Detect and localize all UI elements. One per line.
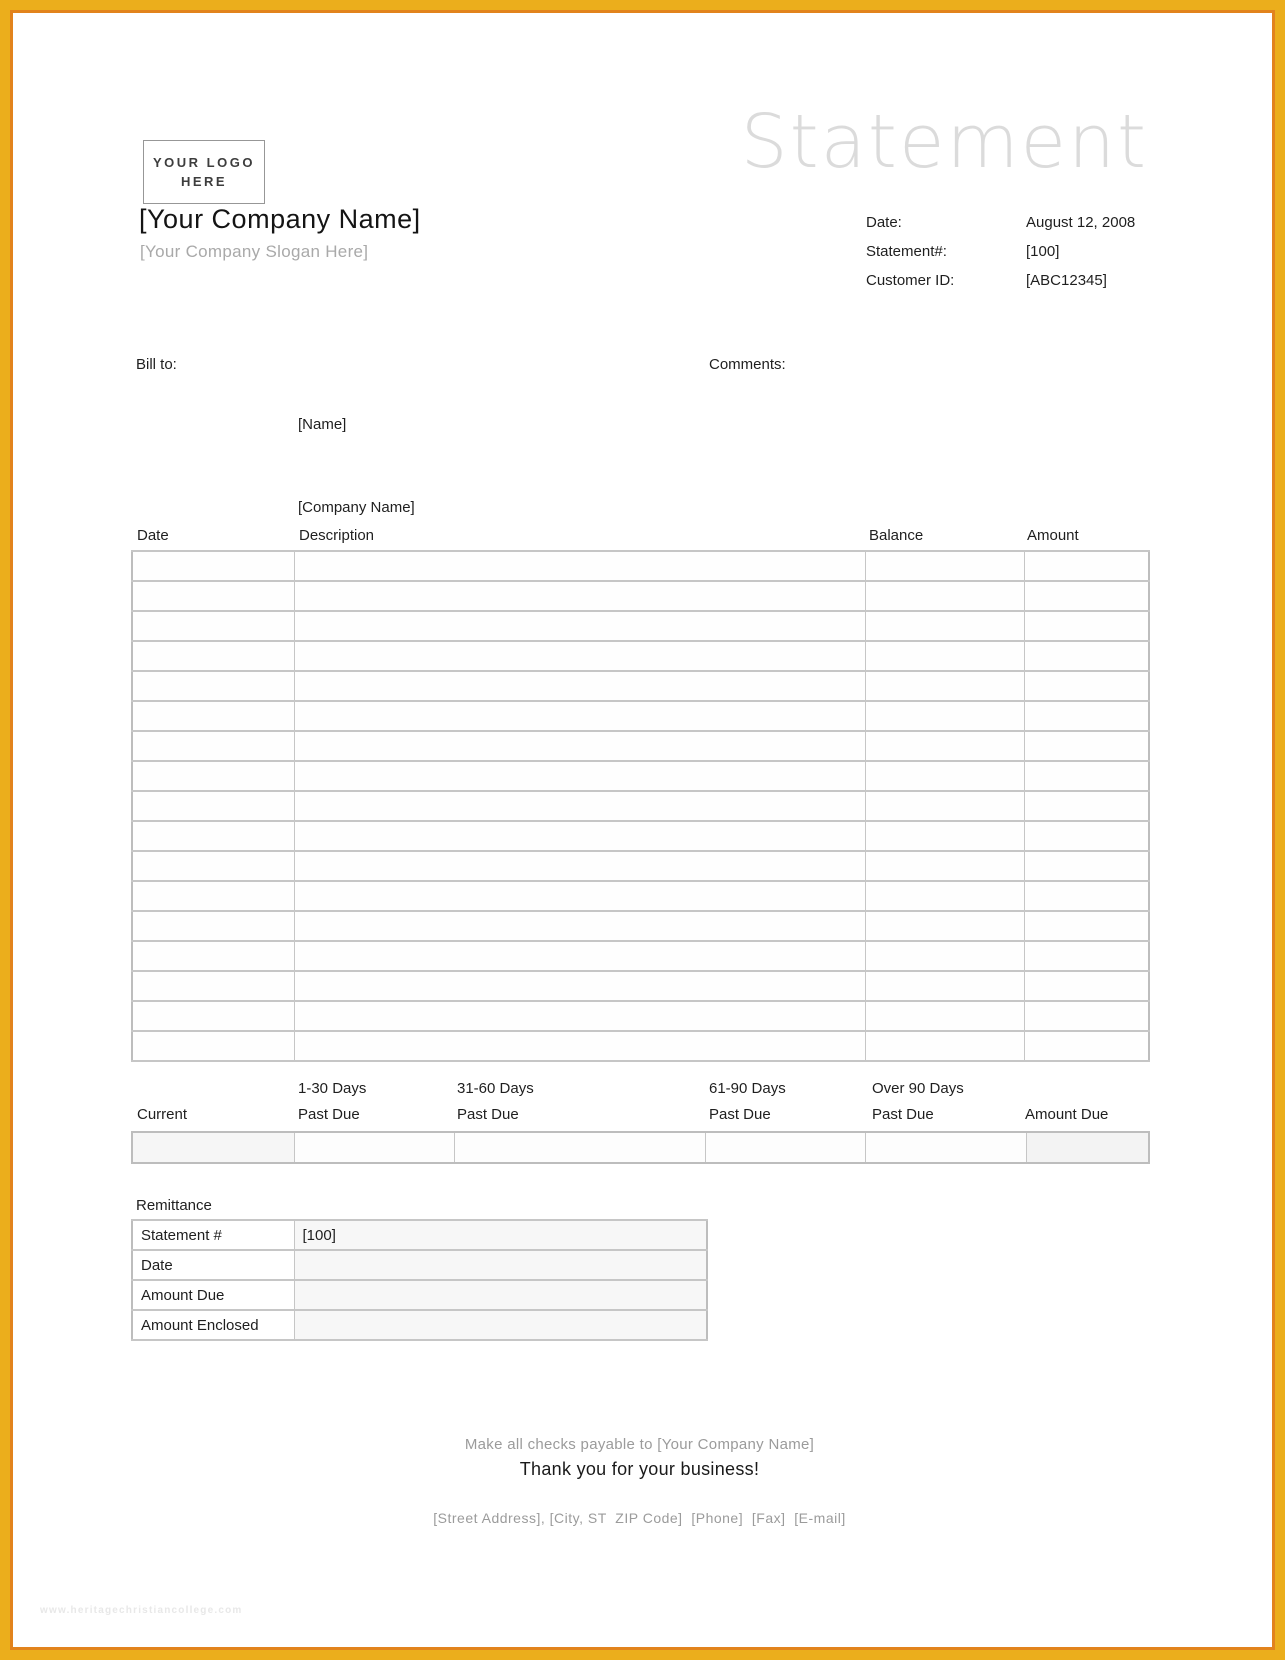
statement-info	[866, 214, 1135, 301]
remittance-label-date: Date	[132, 1250, 294, 1280]
transaction-cell-amount[interactable]	[1024, 611, 1149, 641]
info-row-date	[866, 214, 1135, 243]
aging-cell-61-90[interactable]	[705, 1132, 865, 1163]
transaction-cell-description[interactable]	[294, 641, 865, 671]
transaction-cell-amount[interactable]	[1024, 551, 1149, 581]
footer-payable-line: Make all checks payable to [Your Company Name]	[464, 1436, 815, 1453]
transaction-cell-description[interactable]	[294, 611, 865, 641]
logo-text-line1: YOUR LOGO	[153, 155, 255, 170]
transaction-row	[132, 821, 1149, 851]
transaction-cell-date[interactable]	[132, 671, 294, 701]
transaction-row	[132, 851, 1149, 881]
transaction-row	[132, 1001, 1149, 1031]
aging-label-over-90: Over 90 Days Past Due	[872, 1080, 964, 1123]
transaction-cell-amount[interactable]	[1024, 851, 1149, 881]
remittance-row-statement	[132, 1220, 707, 1250]
remittance-label-amount-enclosed: Amount Enclosed	[132, 1310, 294, 1340]
transaction-row	[132, 611, 1149, 641]
transaction-cell-balance[interactable]	[865, 791, 1024, 821]
transaction-cell-amount[interactable]	[1024, 581, 1149, 611]
transaction-row	[132, 641, 1149, 671]
remittance-value-amount-due[interactable]	[294, 1280, 707, 1310]
remittance-title: Remittance	[136, 1197, 212, 1214]
transaction-row	[132, 791, 1149, 821]
transaction-cell-amount[interactable]	[1024, 881, 1149, 911]
transaction-cell-balance[interactable]	[865, 911, 1024, 941]
transaction-cell-balance[interactable]	[865, 941, 1024, 971]
transaction-cell-description[interactable]	[294, 671, 865, 701]
transaction-cell-balance[interactable]	[865, 701, 1024, 731]
transaction-cell-description[interactable]	[294, 941, 865, 971]
transaction-cell-date[interactable]	[132, 791, 294, 821]
transaction-cell-description[interactable]	[294, 821, 865, 851]
transaction-cell-amount[interactable]	[1024, 1001, 1149, 1031]
footer-thanks-line: Thank you for your business!	[519, 1459, 760, 1479]
date-label: Date:	[866, 214, 902, 231]
transactions-table	[131, 550, 1150, 1062]
transaction-cell-amount[interactable]	[1024, 671, 1149, 701]
transaction-cell-date[interactable]	[132, 971, 294, 1001]
remittance-label-statement: Statement #	[132, 1220, 294, 1250]
transaction-cell-description[interactable]	[294, 761, 865, 791]
remittance-value-statement[interactable]: [100]	[294, 1220, 707, 1250]
transaction-row	[132, 761, 1149, 791]
transaction-cell-description[interactable]	[294, 971, 865, 1001]
transaction-cell-balance[interactable]	[865, 671, 1024, 701]
customer-id-label: Customer ID:	[866, 272, 955, 289]
aging-label-31-60: 31-60 Days Past Due	[457, 1080, 534, 1123]
transaction-cell-balance[interactable]	[865, 1031, 1024, 1061]
bill-to-company: [Company Name]	[298, 498, 415, 516]
transaction-cell-description[interactable]	[294, 851, 865, 881]
transaction-cell-description[interactable]	[294, 581, 865, 611]
transaction-row	[132, 881, 1149, 911]
transaction-row	[132, 731, 1149, 761]
remittance-table	[131, 1219, 708, 1341]
transaction-cell-balance[interactable]	[865, 581, 1024, 611]
transactions-header-row	[131, 527, 1148, 547]
transaction-cell-balance[interactable]	[865, 641, 1024, 671]
transaction-cell-date[interactable]	[132, 701, 294, 731]
comments-label: Comments:	[709, 356, 786, 373]
info-row-statement-number	[866, 243, 1135, 272]
transaction-cell-date[interactable]	[132, 821, 294, 851]
company-slogan: [Your Company Slogan Here]	[140, 242, 369, 261]
info-row-customer-id	[866, 272, 1135, 301]
transaction-cell-description[interactable]	[294, 1001, 865, 1031]
transaction-cell-date[interactable]	[132, 761, 294, 791]
transaction-cell-description[interactable]	[294, 551, 865, 581]
aging-cell-current[interactable]	[132, 1132, 294, 1163]
transaction-cell-description[interactable]	[294, 911, 865, 941]
transaction-cell-date[interactable]	[132, 881, 294, 911]
transaction-cell-balance[interactable]	[865, 881, 1024, 911]
transaction-cell-description[interactable]	[294, 791, 865, 821]
aging-label-1-30: 1-30 Days Past Due	[298, 1080, 367, 1123]
aging-label-amount-due: Amount Due	[1025, 1106, 1109, 1123]
column-header-amount: Amount	[1027, 527, 1079, 544]
column-header-description: Description	[299, 527, 375, 544]
transaction-cell-date[interactable]	[132, 851, 294, 881]
transaction-cell-date[interactable]	[132, 911, 294, 941]
transaction-row	[132, 671, 1149, 701]
transaction-cell-balance[interactable]	[865, 971, 1024, 1001]
transaction-cell-date[interactable]	[132, 1031, 294, 1061]
statement-number-label: Statement#:	[866, 243, 947, 260]
aging-cell-over-90[interactable]	[865, 1132, 1026, 1163]
transaction-cell-description[interactable]	[294, 1031, 865, 1061]
logo-placeholder	[143, 140, 265, 204]
footer-address-line: [Street Address], [City, ST ZIP Code] [Phone] [Fax] [E-mail]	[433, 1510, 846, 1526]
transaction-cell-amount[interactable]	[1024, 641, 1149, 671]
transaction-cell-date[interactable]	[132, 641, 294, 671]
transaction-cell-balance[interactable]	[865, 731, 1024, 761]
aging-cell-31-60[interactable]	[454, 1132, 705, 1163]
transaction-cell-amount[interactable]	[1024, 1031, 1149, 1061]
aging-cell-1-30[interactable]	[294, 1132, 454, 1163]
page-title: Statement	[740, 99, 1148, 185]
transaction-cell-description[interactable]	[294, 701, 865, 731]
remittance-row-amount-enclosed	[132, 1310, 707, 1340]
remittance-row-amount-due	[132, 1280, 707, 1310]
logo-text-line2: HERE	[180, 174, 228, 189]
transaction-cell-balance[interactable]	[865, 761, 1024, 791]
bill-to-name: [Name]	[298, 416, 347, 433]
transaction-cell-balance[interactable]	[865, 851, 1024, 881]
transaction-cell-amount[interactable]	[1024, 731, 1149, 761]
transaction-cell-date[interactable]	[132, 581, 294, 611]
aging-row	[132, 1132, 1149, 1163]
transaction-row	[132, 911, 1149, 941]
transaction-cell-balance[interactable]	[865, 821, 1024, 851]
aging-label-current: Current	[137, 1106, 188, 1123]
transaction-cell-date[interactable]	[132, 551, 294, 581]
transaction-cell-balance[interactable]	[865, 1001, 1024, 1031]
transaction-row	[132, 551, 1149, 581]
column-header-date: Date	[137, 527, 169, 544]
aging-table	[131, 1131, 1150, 1164]
transaction-cell-date[interactable]	[132, 941, 294, 971]
transaction-cell-amount[interactable]	[1024, 971, 1149, 1001]
watermark-url: www.heritagechristiancollege.com	[40, 1605, 243, 1616]
column-header-balance: Balance	[869, 527, 924, 544]
transaction-cell-balance[interactable]	[865, 551, 1024, 581]
transaction-row	[132, 701, 1149, 731]
transaction-cell-date[interactable]	[132, 1001, 294, 1031]
company-name: [Your Company Name]	[139, 204, 421, 234]
transaction-cell-amount[interactable]	[1024, 791, 1149, 821]
statement-number-value: [100]	[1026, 243, 1060, 260]
transaction-cell-date[interactable]	[132, 611, 294, 641]
transaction-cell-description[interactable]	[294, 881, 865, 911]
transaction-row	[132, 971, 1149, 1001]
aging-cell-amount-due[interactable]	[1026, 1132, 1149, 1163]
remittance-value-date[interactable]	[294, 1250, 707, 1280]
transaction-cell-amount[interactable]	[1024, 911, 1149, 941]
transaction-cell-amount[interactable]	[1024, 701, 1149, 731]
date-value: August 12, 2008	[1026, 214, 1136, 231]
transaction-row	[132, 941, 1149, 971]
transaction-cell-amount[interactable]	[1024, 821, 1149, 851]
customer-id-value: [ABC12345]	[1026, 272, 1107, 289]
aging-header-row	[131, 1074, 1148, 1128]
transaction-row	[132, 1031, 1149, 1061]
transaction-cell-amount[interactable]	[1024, 761, 1149, 791]
transaction-cell-amount[interactable]	[1024, 941, 1149, 971]
transaction-row	[132, 581, 1149, 611]
transaction-cell-balance[interactable]	[865, 611, 1024, 641]
transaction-cell-date[interactable]	[132, 731, 294, 761]
aging-label-61-90: 61-90 Days Past Due	[709, 1080, 786, 1123]
bill-to-label: Bill to:	[136, 356, 177, 373]
remittance-row-date	[132, 1250, 707, 1280]
remittance-label-amount-due: Amount Due	[132, 1280, 294, 1310]
transaction-cell-description[interactable]	[294, 731, 865, 761]
remittance-value-amount-enclosed[interactable]	[294, 1310, 707, 1340]
